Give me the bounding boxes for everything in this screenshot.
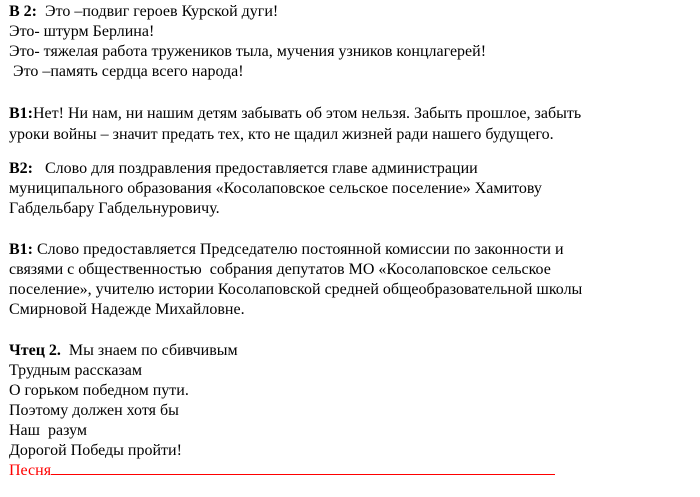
speech-line: Это- штурм Берлина! xyxy=(9,23,155,40)
speech-block-4 xyxy=(9,240,689,320)
paragraph-spacer xyxy=(9,82,689,103)
poem-line: О горьком победном пути. xyxy=(9,382,189,399)
song-cue xyxy=(9,461,689,481)
poem-line: Трудным рассказам xyxy=(9,362,143,379)
poem-line xyxy=(9,341,689,361)
poem-line: Дорогой Победы пройти! xyxy=(9,442,182,459)
poem-line: Наш разум xyxy=(9,422,87,439)
document-page xyxy=(9,2,689,481)
poem-text: Мы знаем по сбивчивым xyxy=(60,342,238,359)
speech-line: уроки войны – значит предать тех, кто не щадил жизней ради нашего будущего. xyxy=(9,126,554,143)
speech-line xyxy=(9,159,689,179)
speech-text: Это –подвиг героев Курской дуги! xyxy=(45,3,279,20)
poem-line: Поэтому должен хотя бы xyxy=(9,402,179,419)
paragraph-spacer xyxy=(9,320,689,341)
speaker-label: В1: xyxy=(9,241,33,258)
song-label: Песня xyxy=(9,462,52,479)
speech-block-2 xyxy=(9,103,689,145)
speech-line: связями с общественностью собрания депутатов МО «Косолаповское сельское xyxy=(9,261,551,278)
poem-block xyxy=(9,341,689,461)
speech-line xyxy=(9,240,689,260)
paragraph-spacer xyxy=(9,219,689,240)
paragraph-spacer xyxy=(9,145,689,159)
speech-line: Это- тяжелая работа тружеников тыла, мучения узников концлагерей! xyxy=(9,43,487,60)
speaker-label: В1: xyxy=(9,105,33,122)
speech-line: Это –память сердца всего народа! xyxy=(9,63,244,80)
song-underline xyxy=(51,462,555,475)
speech-line: поселение», учителю истории Косолаповской средней общеобразовательной школы xyxy=(9,281,583,298)
speech-text: Нет! Ни нам, ни нашим детям забывать об этом нельзя. Забыть прошлое, забыть xyxy=(33,105,582,122)
speech-line: Габдельбару Габдельнуровичу. xyxy=(9,200,220,217)
speech-text: Слово для поздравления предоставляется главе администрации xyxy=(33,160,478,177)
speaker-label: В 2: xyxy=(9,3,37,20)
speech-text: Слово предоставляется Председателю постоянной комиссии по законности и xyxy=(33,241,564,258)
speaker-label: В2: xyxy=(9,160,33,177)
speech-line xyxy=(9,2,689,22)
speech-block-1 xyxy=(9,2,689,82)
speech-line xyxy=(9,103,689,124)
speech-line: Смирновой Надежде Михайловне. xyxy=(9,301,245,318)
speaker-label: Чтец 2. xyxy=(9,342,61,359)
speech-block-3 xyxy=(9,159,689,219)
speech-line: муниципального образования «Косолаповское сельское поселение» Хамитову xyxy=(9,180,542,197)
